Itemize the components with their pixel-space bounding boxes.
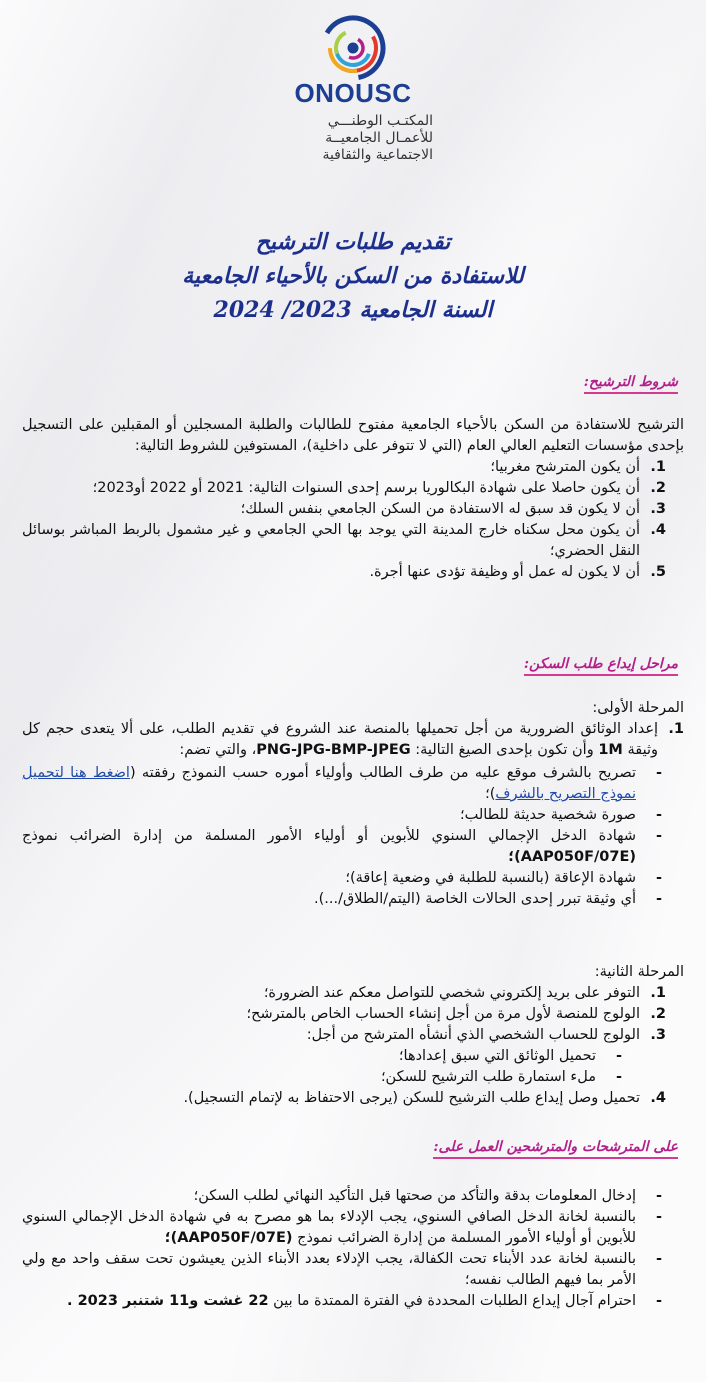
- conditions-block: [22, 415, 684, 583]
- office-line-1: المكتـب الوطنـــي: [327, 113, 433, 129]
- stage-2-list: [22, 983, 666, 1046]
- stage-2-sublist: [22, 1046, 644, 1088]
- list-item: - بالنسبة لخانة الدخل الصافي السنوي، يجب الإدلاء بما هو مصرح به في شهادة الدخل الإجمالي السنوي للأبوين أو أولياء الأمور المسلمة من إدارة الضرائب نموذج (AAP050F/07E)؛: [22, 1209, 662, 1246]
- documents-list: [22, 763, 684, 910]
- list-item: 4. تحميل وصل إيداع طلب الترشيح للسكن (يرجى الاحتفاظ به لإتمام التسجيل).: [183, 1090, 666, 1106]
- brand-name: ONOUSC: [294, 78, 412, 108]
- list-item: - شهادة الإعاقة (بالنسبة للطلبة في وضعية إعاقة)؛: [345, 870, 662, 886]
- office-line-2: للأعمـال الجامعيــة: [325, 130, 433, 146]
- stages-heading: مراحل إيداع طلب السكن:: [524, 656, 678, 676]
- stage-1-block: [22, 698, 684, 910]
- list-item: 1. إعداد الوثائق الضرورية من أجل تحميلها بالمنصة عند الشروع في تقديم الطلب، على ألا يتعدى حجم كل وثيقة 1M وأن تكون بإحدى الصيغ التالية: PNG-JPG-BMP-JPEG، والتي تضم:: [22, 721, 684, 758]
- list-item: 4. أن يكون محل سكناه خارج المدينة التي يوجد بها الحي الجامعي و غير مشمول بالربط المباشر بوسائل النقل الحضري؛: [22, 522, 666, 559]
- list-item: - أي وثيقة تبرر إحدى الحالات الخاصة (اليتم/الطلاق/...).: [314, 891, 662, 907]
- conditions-heading: شروط الترشيح:: [584, 374, 678, 394]
- stage-2-block: [22, 962, 684, 1109]
- list-item: - صورة شخصية حديثة للطالب؛: [459, 807, 662, 823]
- list-item: - تصريح بالشرف موقع عليه من طرف الطالب وأولياء أموره حسب النموذج رفقته (اضغط هنا لتحميل نموذج التصريح بالشرف)؛: [22, 765, 662, 802]
- office-line-3: الاجتماعية والثقافية: [322, 147, 433, 163]
- list-item: - إدخال المعلومات بدقة والتأكد من صحتها قبل التأكيد النهائي لطلب السكن؛: [193, 1188, 662, 1204]
- page-title: [0, 225, 706, 327]
- stage-1-list: [22, 719, 684, 761]
- download-declaration-link[interactable]: اضغط هنا لتحميل نموذج التصريح بالشرف: [22, 765, 636, 802]
- list-item: - شهادة الدخل الإجمالي السنوي للأبوين أو أولياء الأمور المسلمة من إدارة الضرائب نموذج (AAP050F/07E)؛: [22, 828, 662, 865]
- notes-list: [22, 1186, 684, 1312]
- onousc-logo-icon: [317, 10, 389, 82]
- title-line-1: تقديم طلبات الترشيح: [255, 229, 451, 255]
- list-item: 2. أن يكون حاصلا على شهادة البكالوريا برسم إحدى السنوات التالية: 2021 أو 2022 أو2023؛: [92, 480, 666, 496]
- list-item: 5. أن لا يكون له عمل أو وظيفة تؤدى عنها أجرة.: [369, 564, 666, 580]
- conditions-list: [22, 457, 666, 583]
- office-name: [263, 113, 433, 164]
- list-item: - بالنسبة لخانة عدد الأبناء تحت الكفالة، يجب الإدلاء بعدد الأبناء الذين يعيشون تحت سقف واحد مع ولي الأمر بما فيهم الطالب نفسه؛: [22, 1251, 662, 1288]
- stage-2-label: المرحلة الثانية:: [594, 964, 684, 980]
- list-item: 3. الولوج للحساب الشخصي الذي أنشأه المترشح من أجل:: [306, 1027, 666, 1043]
- notes-block: [22, 1186, 684, 1312]
- list-item: 3. أن لا يكون قد سبق له الاستفادة من السكن الجامعي بنفس السلك؛: [240, 501, 666, 517]
- title-line-3: السنة الجامعية 2023/ 2024: [213, 297, 493, 323]
- conditions-intro: الترشيح للاستفادة من السكن بالأحياء الجامعية مفتوح للطالبات والطلبة المسجلين أو المقبلين على التسجيل بإحدى مؤسسات التعليم العالي العام (التي لا تتوفر على داخلية)، المستوفين للشروط التالية:: [22, 417, 684, 454]
- list-item: - ملء استمارة طلب الترشيح للسكن؛: [380, 1069, 622, 1085]
- list-item: 1. أن يكون المترشح مغربيا؛: [490, 459, 666, 475]
- list-item: - احترام آجال إيداع الطلبات المحددة في الفترة الممتدة ما بين 22 غشت و11 شتنبر 2023 .: [67, 1293, 662, 1309]
- list-item: 2. الولوج للمنصة لأول مرة من أجل إنشاء الحساب الخاص بالمترشح؛: [246, 1006, 666, 1022]
- notes-heading: على المترشحات والمترشحين العمل على:: [433, 1139, 678, 1159]
- list-item: - تحميل الوثائق التي سبق إعدادها؛: [398, 1048, 622, 1064]
- list-item: 1. التوفر على بريد إلكتروني شخصي للتواصل معكم عند الضرورة؛: [263, 985, 666, 1001]
- stage-1-label: المرحلة الأولى:: [592, 700, 684, 716]
- title-line-2: للاستفادة من السكن بالأحياء الجامعية: [182, 263, 524, 289]
- stage-2-list-end: [22, 1088, 666, 1109]
- logo-block: [0, 10, 706, 164]
